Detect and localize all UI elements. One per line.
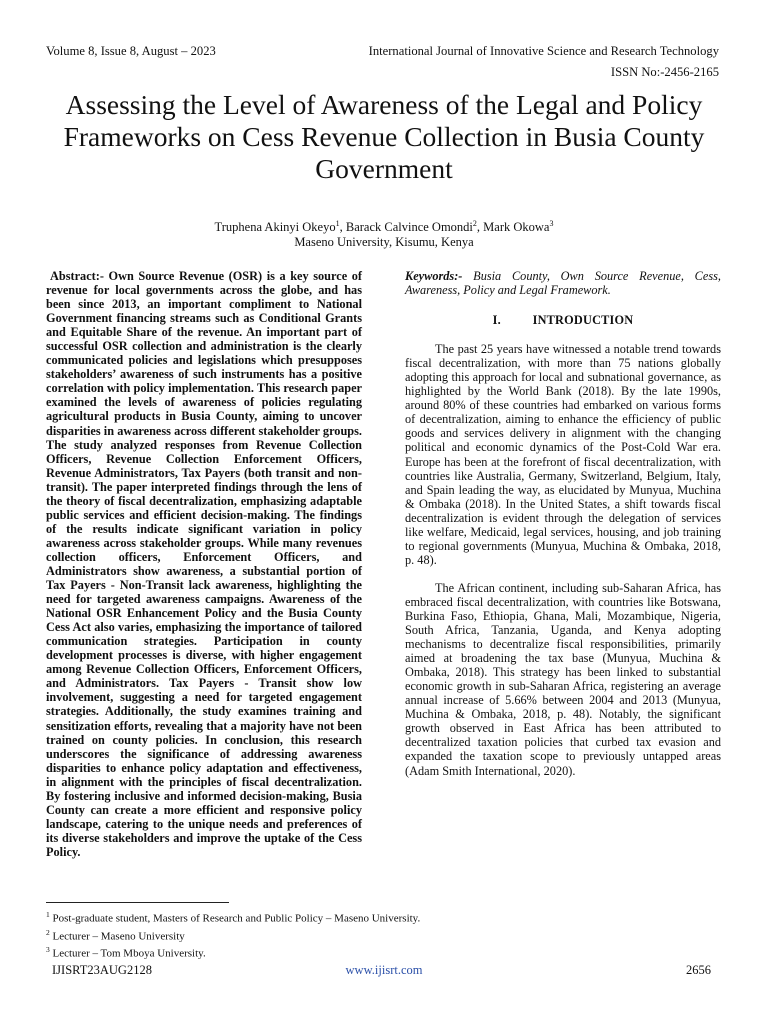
section-heading [405, 313, 721, 327]
header-volume: Volume 8, Issue 8, August – 2023 [46, 44, 216, 58]
author-2: Barack Calvince Omondi [345, 220, 473, 235]
author-2-mark: 2 [472, 219, 477, 228]
section-title: INTRODUCTION [532, 313, 634, 328]
intro-paragraph-1: The past 25 years have witnessed a notable trend towards fiscal decentralization, with more than 75 nations globally adopting this approach for local and subnational governance, as highlighted by the World Bank (2018). By the late 1990s, around 80% of these countries had embarked on various forms of decentralization, aiming to enhance the efficiency of public goods and services delivery in alignment with the changing political and economic dynamics of the Post-Cold War era. Europe has been at the forefront of fiscal decentralization, with countries like Australia, Germany, Switzerland, Belgium, Italy, and Spain leading the way, as elucidated by Munyua, Muchina & Ombaka (2018). In the United States, a shift towards fiscal decentralization is evident through the delegation of services like welfare, Medicaid, legal services, housing, and job training to regional governments (Munyua, Muchina & Ombaka, 2018, p. 48). [405, 342, 721, 567]
footnote-2: $^2$ Lecturer – Maseno University [46, 927, 185, 943]
author-names: Truphena Akinyi Okeyo$^1$, Barack Calvince Omondi$^2$, Mark Okowa$^3$ [214, 219, 554, 235]
abstract: Abstract:- Own Source Revenue (OSR) is a key source of revenue for local governments across the globe, and has been since 2013, an important compliment to National Government financing streams such as Conditional Grants and Equitable Share of the revenue. An important part of successful OSR collection and administration is the clearly communicated policies and legislations which presupposes stakeholders’ awareness of such instruments has a positive correlation with policy implementation. This research paper examined the levels of awareness of policies regulating agricultural products in Busia County, aiming to uncover disparities in awareness across different stakeholder groups. The study analyzed responses from Revenue Collection Officers, Revenue Collection Enforcement Officers, Revenue Administrators, Tax Payers (both transit and non-transit). The paper interpreted findings through the lens of the theory of fiscal decentralization, emphasizing adaptable public services and efficient decision-making. The findings of the results indicate significant variation in policy awareness across stakeholder groups. While many revenues collection officers, Enforcement Officers, and Administrators show awareness, a substantial portion of Tax Payers - Non-Transit lack awareness, highlighting the need for targeted awareness campaigns. Awareness of the National OSR Enhancement Policy and the Busia County Cess Act also varies, emphasizing the importance of tailored communication strategies. Participation in county development processes is diverse, with higher engagement among Revenue Collection Officers, Enforcement Officers, and Administrators. Tax Payers - Transit show low involvement, suggesting a need for targeted engagement strategies. Additionally, the study examines training and sensitization efforts, revealing that a majority have not been trained on county policies. In conclusion, this research underscores the significance of addressing awareness disparities to enhance policy adaptation and effectiveness, in alignment with the principles of fiscal decentralization. By fostering inclusive and informed decision-making, Busia County can create a more efficient and responsive policy landscape, catering to the unique needs and preferences of its diverse stakeholders and improve the uptake of the Cess Policy. [46, 269, 362, 859]
author-1: Truphena Akinyi Okeyo [214, 220, 336, 235]
paper-title: Assessing the Level of Awareness of the Legal and Policy Frameworks on Cess Revenue Collection in Busia County Government [63, 89, 705, 184]
intro-paragraph-2: The African continent, including sub-Saharan Africa, has embraced fiscal decentralization, with countries like Botswana, Burkina Faso, Ethiopia, Ghana, Mali, Mozambique, Nigeria, South Africa, Tanzania, Uganda, and Kenya adopting mechanisms to decentralize fiscal responsibilities, primarily aimed at broadening the tax base (Munyua, Muchina & Ombaka, 2018). This strategy has been linked to substantial economic growth in sub-Saharan Africa, registering an average annual increase of 5.66% between 2004 and 2013 (Munyua, Muchina & Ombaka, 2018, p. 48). Notably, the significant growth observed in East Africa has been attributed to decentralized taxation policies that curbed tax evasion and expanded the taxation scope to previously untapped areas (Adam Smith International, 2020). [405, 580, 721, 778]
footnotes [46, 908, 420, 961]
author-3: Mark Okowa [483, 220, 550, 235]
author-3-mark: 3 [549, 219, 554, 228]
footnote-1: $^1$ Post-graduate student, Masters of Research and Public Policy – Maseno University. [46, 910, 421, 925]
author-block [0, 216, 768, 250]
section-number: I. [492, 313, 501, 328]
footnote-3: $^3$ Lecturer – Tom Mboya University. [46, 945, 206, 960]
keywords-text: Busia County, Own Source Revenue, Cess, Awareness, Policy and Legal Framework. [405, 269, 721, 298]
author-affiliation: Maseno University, Kisumu, Kenya [294, 235, 474, 250]
header-issn: ISSN No:-2456-2165 [610, 65, 719, 79]
footer-page-number: 2656 [686, 963, 711, 977]
keywords [405, 269, 721, 297]
left-column [46, 269, 362, 859]
right-column [405, 269, 721, 778]
header-journal-name: International Journal of Innovative Science and Research Technology [368, 44, 719, 58]
footer-paper-id: IJISRT23AUG2128 [52, 963, 152, 977]
author-1-mark: 1 [335, 219, 340, 228]
footer-website-link[interactable]: www.ijisrt.com [345, 963, 423, 977]
keywords-label: Keywords:- [405, 269, 463, 283]
footnote-divider [46, 902, 229, 903]
